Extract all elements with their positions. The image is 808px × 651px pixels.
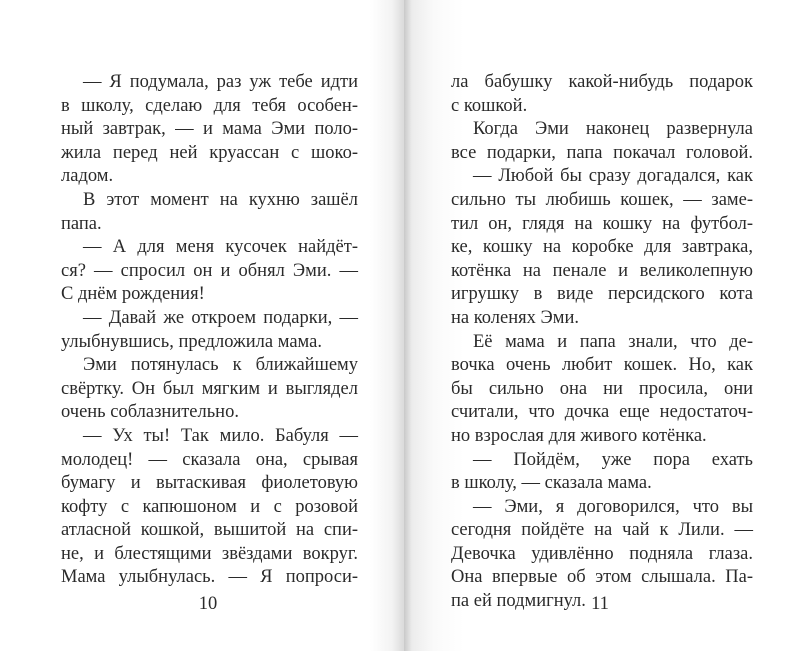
page-number: 10 bbox=[198, 594, 218, 614]
text-line: — Ух ты! Так мило. Бабуля — bbox=[83, 425, 358, 446]
text-line: улыбнувшись, предложила мама. bbox=[61, 331, 322, 352]
text-line: в школу, сделаю для тебя особен- bbox=[61, 95, 358, 116]
text-line: котёнка на пенале и великолепную bbox=[451, 260, 753, 281]
text-line: жила перед ней круассан с шоко- bbox=[61, 142, 358, 163]
text-line: Мама улыбнулась. — Я попроси- bbox=[61, 567, 358, 588]
text-line: вочка очень любит кошек. Но, как bbox=[451, 355, 753, 376]
text-line: ла бабушку какой-нибудь подарок bbox=[451, 72, 753, 92]
text-line: атласной кошкой, вышитой на спи- bbox=[61, 520, 358, 541]
text-line: считали, что дочка еще недостаточ- bbox=[451, 402, 753, 423]
text-line: ся? — спросил он и обнял Эми. — bbox=[61, 260, 358, 281]
text-line: бы сильно она ни просила, они bbox=[451, 378, 753, 399]
text-line: ке, кошку на коробке для завтрака, bbox=[451, 237, 753, 258]
text-line: игрушку в виде персидского кота bbox=[451, 284, 753, 305]
text-line: сегодня пойдёте на чай к Лили. — bbox=[451, 520, 753, 541]
text-line: не, и блестящими звёздами вокруг. bbox=[61, 543, 358, 564]
text-line: С днём рождения! bbox=[61, 284, 205, 305]
text-line: В этот момент на кухню зашёл bbox=[83, 189, 358, 210]
text-line: — Пойдём, уже пора ехать bbox=[473, 449, 753, 470]
text-line: папа. bbox=[61, 213, 102, 234]
text-line: бумагу и вытаскивая фиолетовую bbox=[61, 473, 358, 494]
page-text bbox=[61, 71, 358, 590]
text-line: все подарки, папа покачал головой. bbox=[451, 142, 753, 163]
text-line: с кошкой. bbox=[451, 95, 528, 116]
right-page bbox=[404, 0, 808, 651]
page-number: 11 bbox=[591, 594, 609, 614]
text-line: тил он, глядя на кошку на футбол- bbox=[451, 213, 753, 234]
text-line: Она впервые об этом слышала. Па- bbox=[451, 567, 753, 588]
text-line: кофту с капюшоном и с розовой bbox=[61, 496, 358, 517]
text-line: но взрослая для живого котёнка. bbox=[451, 425, 707, 446]
text-line: Девочка удивлённо подняла глаза. bbox=[451, 543, 753, 564]
text-line: ный завтрак, — и мама Эми поло- bbox=[61, 119, 358, 140]
text-line: — Любой бы сразу догадался, как bbox=[473, 166, 753, 187]
text-line: — А для меня кусочек найдёт- bbox=[83, 237, 358, 258]
text-line: Когда Эми наконец развернула bbox=[473, 119, 753, 140]
text-line: Эми потянулась к ближайшему bbox=[83, 355, 358, 376]
text-line: па ей подмигнул. bbox=[451, 591, 586, 612]
text-line: в школу, — сказала мама. bbox=[451, 473, 652, 494]
text-line: — Эми, я договорился, что вы bbox=[473, 496, 753, 517]
text-line: на коленях Эми. bbox=[451, 307, 579, 328]
text-line: ладом. bbox=[61, 166, 114, 187]
text-line: — Я подумала, раз уж тебе идти bbox=[83, 72, 358, 92]
text-line: Её мама и папа знали, что де- bbox=[473, 331, 753, 352]
text-line: свёртку. Он был мягким и выглядел bbox=[61, 378, 358, 399]
text-line: очень соблазнительно. bbox=[61, 402, 239, 423]
text-line: — Давай же откроем подарки, — bbox=[83, 307, 358, 328]
page-text bbox=[451, 71, 753, 614]
text-line: молодец! — сказала она, срывая bbox=[61, 449, 358, 470]
text-line: сильно ты любишь кошек, — заме- bbox=[451, 189, 753, 210]
